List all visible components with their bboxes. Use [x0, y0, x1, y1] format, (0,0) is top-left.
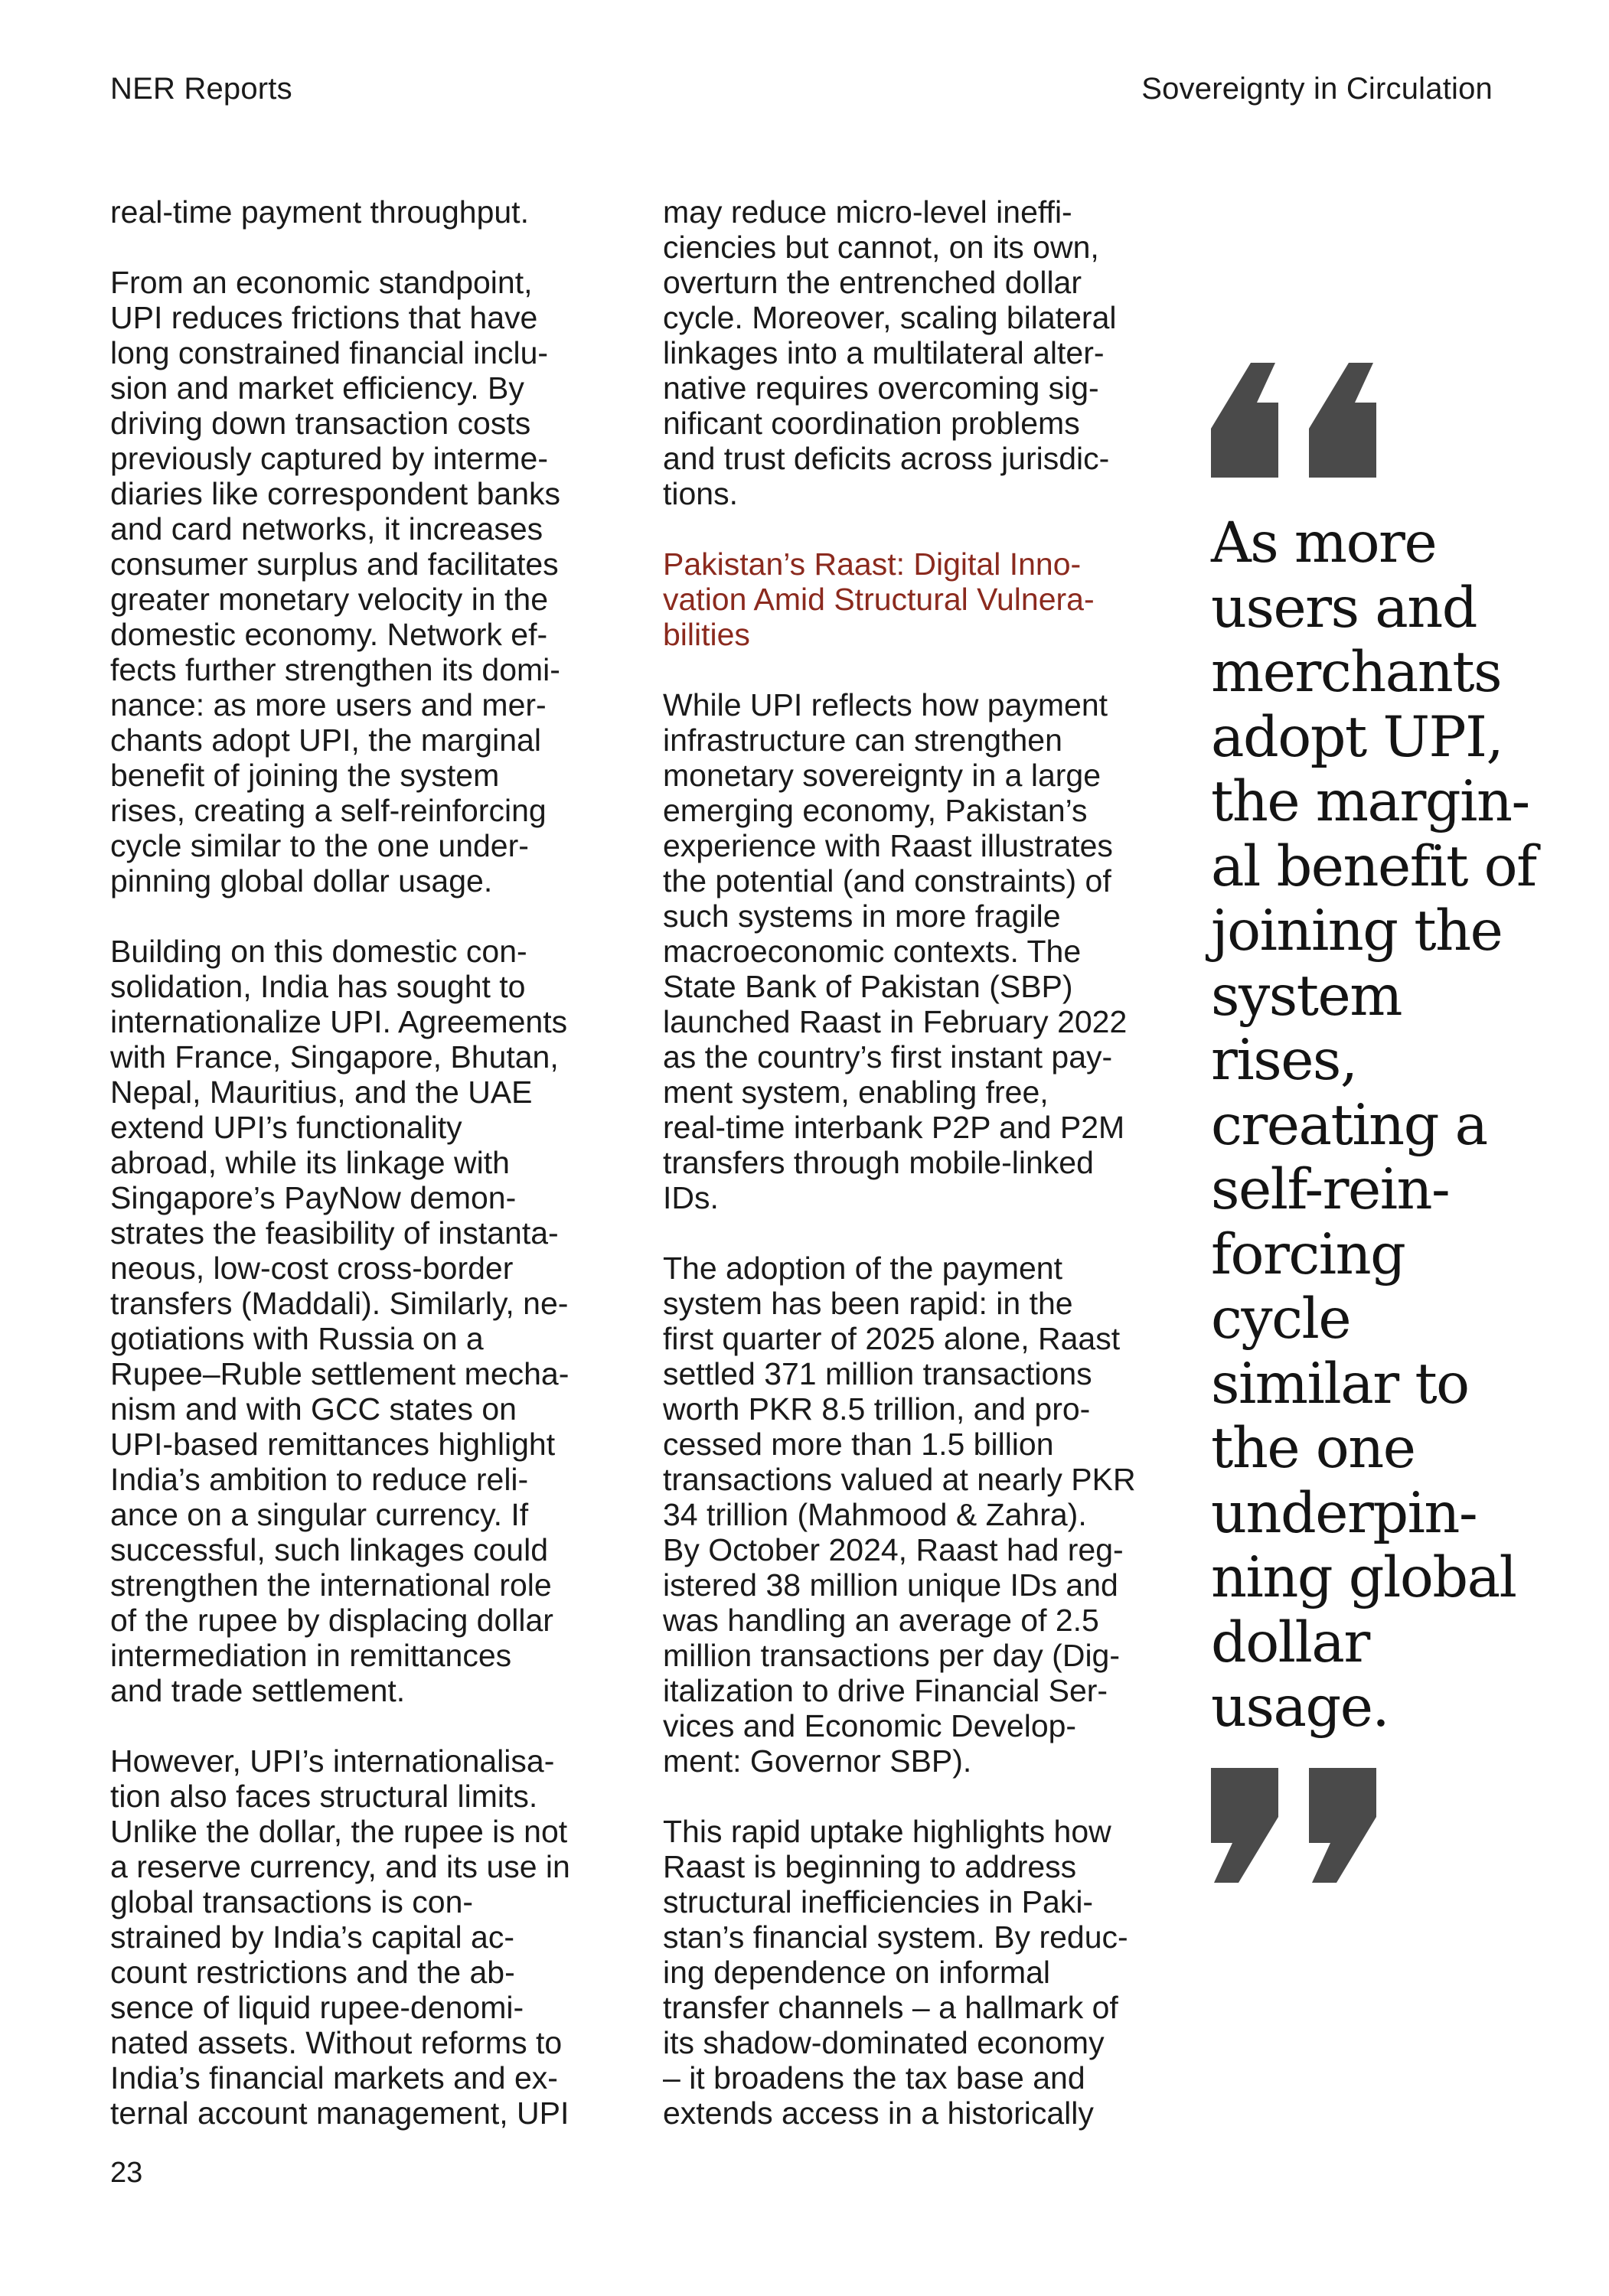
section-heading: Pakistan’s Raast: Digital Inno- vation Amid Structural Vulnera- bilities: [663, 546, 1095, 652]
paragraph: may reduce micro-level ineffi- ciencies but cannot, on its own, overturn the entrenched dollar cycle. Moreover, scaling bilateral linkages into a multilateral alter- native requires overcoming sig- nificant coordination problems and trust deficits across jurisdic- tions.: [663, 194, 1117, 511]
page-number: 23: [110, 2157, 143, 2189]
open-quote-mark-right: [1309, 363, 1376, 478]
pull-quote: As more users and merchants adopt UPI, the margin- al benefit of joining the system rises, creating a self-rein- forcing cycle similar to the one underpin- ning global dollar usage.: [1211, 510, 1536, 1740]
close-quote-icon: [1211, 1768, 1376, 1883]
paragraph: real-time payment throughput.: [110, 194, 529, 230]
running-head-right: Sovereignty in Circulation: [1141, 72, 1493, 106]
paragraph: This rapid uptake highlights how Raast is beginning to address structural inefficiencies in Paki- stan’s financial system. By reduc- ing dependence on informal transfer channels – a hallmark of its shadow-dominated economy – it broadens the tax base and extends access in a historically: [663, 1814, 1128, 2131]
close-quote-mark-left: [1211, 1768, 1278, 1883]
open-quote-mark-left: [1211, 363, 1278, 478]
paragraph: The adoption of the payment system has been rapid: in the first quarter of 2025 alone, Raast settled 371 million transactions worth PKR 8.5 trillion, and pro- cessed more than 1.5 billion transactions valued at nearly PKR 34 trillion (Mahmood & Zahra). By October 2024, Raast had reg- istered 38 million unique IDs and was handling an average of 2.5 million transactions per day (Dig- italization to drive Financial Ser- vices and Economic Develop- ment: Governor SBP).: [663, 1251, 1136, 1779]
close-quote-mark-right: [1309, 1768, 1376, 1883]
paragraph: From an economic standpoint, UPI reduces frictions that have long constrained financial inclu- sion and market efficiency. By driving down transaction costs previously captured by interme- diaries like correspondent banks and card networks, it increases consumer surplus and facilitates greater monetary velocity in the domestic economy. Network ef- fects further strengthen its domi- nance: as more users and mer- chants adopt UPI, the marginal benefit of joining the system rises, creating a self-reinforcing cycle similar to the one under- pinning global dollar usage.: [110, 265, 560, 899]
open-quote-icon: [1211, 363, 1376, 478]
paragraph: While UPI reflects how payment infrastructure can strengthen monetary sovereignty in a large emerging economy, Pakistan’s experience with Raast illustrates the potential (and constraints) of such systems in more fragile macroeconomic contexts. The State Bank of Pakistan (SBP) launched Raast in February 2022 as the country’s first instant pay- ment system, enabling free, real-time interbank P2P and P2M transfers through mobile-linked IDs.: [663, 687, 1128, 1215]
paragraph: However, UPI’s internationalisa- tion also faces structural limits. Unlike the dollar, the rupee is not a reserve currency, and its use in global transactions is con- strained by India’s capital ac- count restrictions and the ab- sence of liquid rupee-denomi- nated assets. Without reforms to India’s financial markets and ex- ternal account management, UPI: [110, 1743, 570, 2131]
running-head-left: NER Reports: [110, 72, 292, 106]
article-column-2: [663, 194, 1191, 2131]
article-column-1: [110, 194, 631, 2131]
paragraph: Building on this domestic con- solidation, India has sought to internationalize UPI. Agreements with France, Singapore, Bhutan, Nepal, Mauritius, and the UAE extend UPI’s functionality abroad, while its linkage with Singapore’s PayNow demon- strates the feasibility of instanta- neous, low-cost cross-border transfers (Maddali). Similarly, ne- gotiations with Russia on a Rupee–Ruble settlement mecha- nism and with GCC states on UPI-based remittances highlight India’s ambition to reduce reli- ance on a singular currency. If successful, such linkages could strengthen the international role of the rupee by displacing dollar intermediation in remittances and trade settlement.: [110, 934, 570, 1708]
